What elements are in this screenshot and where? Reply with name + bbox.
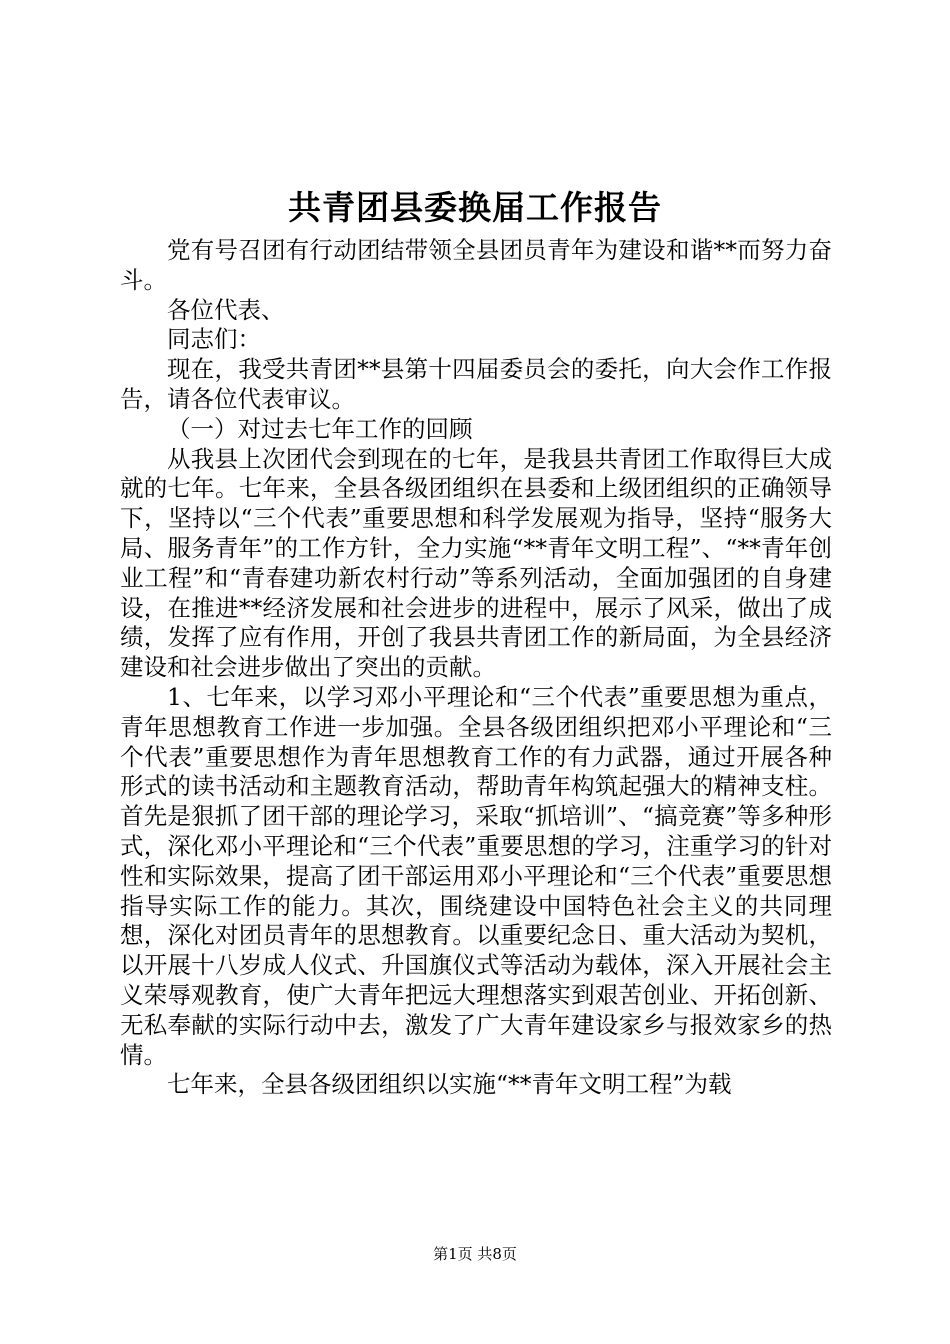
paragraph-point-1: 1、七年来，以学习邓小平理论和“三个代表”重要思想为重点，青年思想教育工作进一步加强。全县各级团组织把邓小平理论和“三个代表”重要思想作为青年思想教育工作的有力武器，通过开展各种形式的读书活动和主题教育活动，帮助青年构筑起强大的精神支柱。首先是狠抓了团干部的理论学习，采取“抓培训”、“搞竞赛”等多种形式，深化邓小平理论和“三个代表”重要思想的学习，注重学习的针对性和实际效果，提高了团干部运用邓小平理论和“三个代表”重要思想指导实际工作的能力。其次，围绕建设中国特色社会主义的共同理想，深化对团员青年的思想教育。以重要纪念日、重大活动为契机，以开展十八岁成人仪式、升国旗仪式等活动为载体，深入开展社会主义荣辱观教育，使广大青年把远大理想落实到艰苦创业、开拓创新、无私奉献的实际行动中去，激发了广大青年建设家乡与报效家乡的热情。: [120, 682, 832, 1069]
paragraph-greeting-comrades: 同志们：: [167, 325, 261, 354]
paragraph-review: 从我县上次团代会到现在的七年，是我县共青团工作取得巨大成就的七年。七年来，全县各级团组织在县委和上级团组织的正确领导下，坚持以“三个代表”重要思想和科学发展观为指导，坚持“服务大局、服务青年”的工作方针，全力实施“**青年文明工程”、“**青年创业工程”和“青春建功新农村行动”等系列活动，全面加强团的自身建设，在推进**经济发展和社会进步的进程中，展示了风采，做出了成绩，发挥了应有作用，开创了我县共青团工作的新局面，为全县经济建设和社会进步做出了突出的贡献。: [120, 444, 832, 682]
paragraph-continued: 七年来，全县各级团组织以实施“**青年文明工程”为载: [167, 1070, 732, 1099]
document-body: [120, 236, 832, 1100]
paragraph-intro: 现在，我受共青团**县第十四届委员会的委托，向大会作工作报告，请各位代表审议。: [120, 355, 832, 413]
page-footer: 第1页 共8页: [433, 1245, 517, 1263]
section-heading: （一）对过去七年工作的回顾: [167, 414, 473, 443]
document-title: 共青团县委换届工作报告: [288, 188, 662, 227]
paragraph-slogan: 党有号召团有行动团结带领全县团员青年为建设和谐**而努力奋斗。: [120, 236, 832, 294]
paragraph-greeting-delegates: 各位代表、: [167, 295, 285, 324]
